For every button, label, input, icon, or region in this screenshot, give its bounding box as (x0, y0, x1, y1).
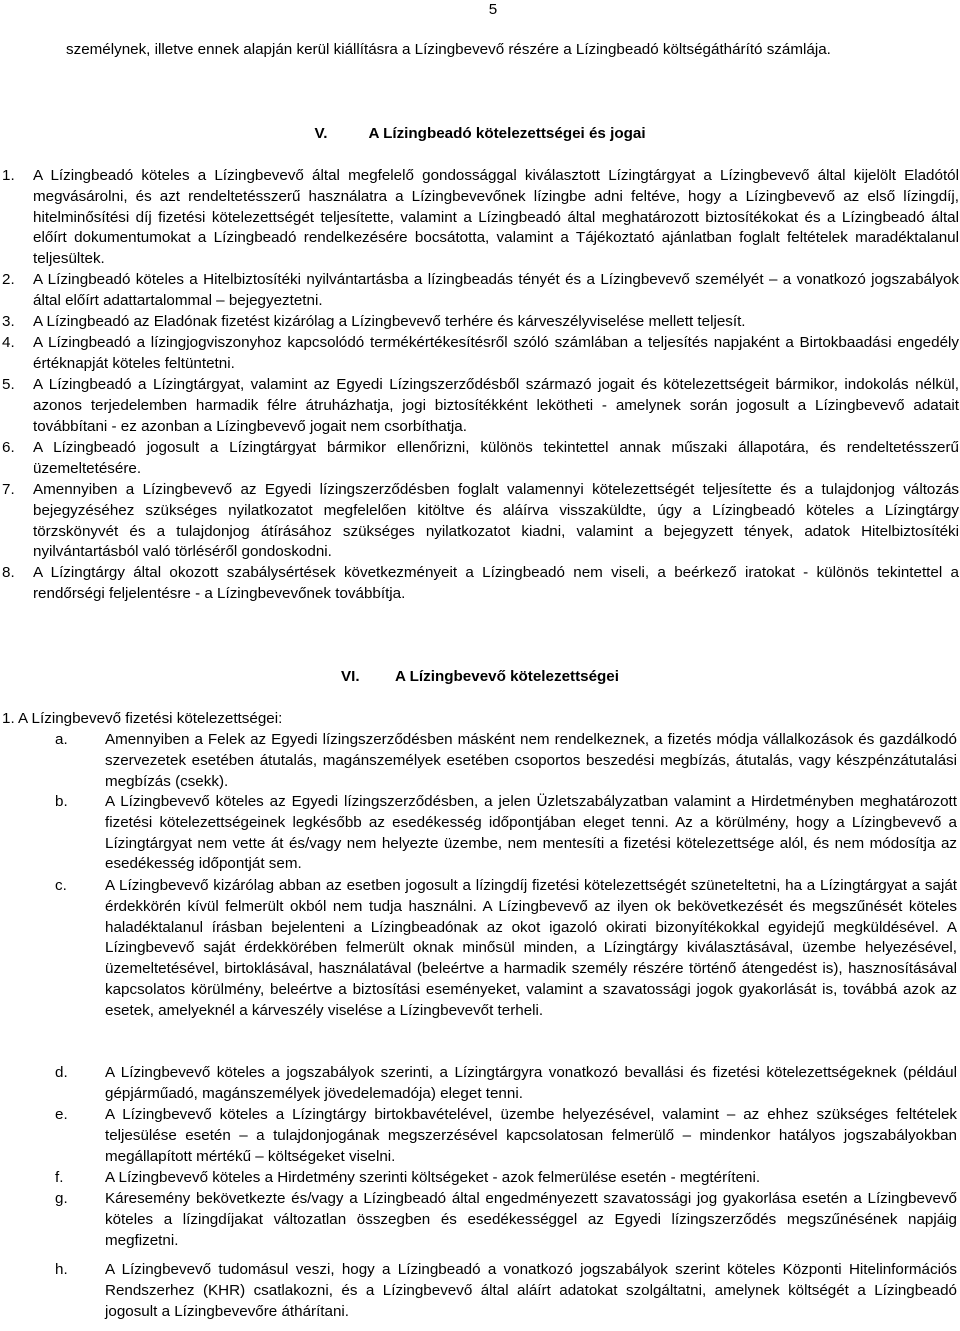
sub-item-letter: e. (55, 1106, 68, 1123)
item-number: 4. (2, 334, 15, 351)
item-number: 3. (2, 313, 15, 330)
section-title: A Lízingbevevő kötelezettségei (395, 668, 619, 685)
sub-item-letter: c. (55, 877, 67, 894)
section-number: V. (314, 125, 328, 142)
item-text: A Lízingbeadó az Eladónak fizetést kizárólag a Lízingbevevő terhére és kárveszélyviselése mellett teljesít. (33, 313, 746, 330)
sub-item-text: A Lízingbevevő tudomásul veszi, hogy a Lízingbeadó a vonatkozó jogszabályok szerint köteles Központi Hitelinformációs Rendszerhez (KHR) csatlakozni, és a Lízingbevevő által aláírt adatokat szolgáltatni, amelynek költségét a Lízingbeadó jogosult a Lízingbevevőre áthárítani. (105, 1261, 957, 1320)
item-number: 7. (2, 481, 15, 498)
section-heading-v (0, 124, 960, 145)
sub-item-text: A Lízingbevevő köteles a Lízingtárgy birtokbavételével, üzembe helyezésével, valamint – az ehhez szükséges feltételek teljesülése esetén – a tulajdonjogának megszerzésével kapcsolatosan felmerülő – mindenkor hatályos jogszabályokban megállapított mértékű – költségeket viselni. (105, 1106, 957, 1165)
item-number: 1. (2, 167, 15, 184)
sub-item-letter: f. (55, 1169, 64, 1186)
sub-item-text: A Lízingbevevő köteles a jogszabályok szerinti, a Lízingtárgyra vonatkozó bevallási és fizetési kötelezettségeknek (például gépjárműadó, magánszemélyek jövedelemadója) eleget tenni. (105, 1064, 957, 1102)
item-text: A Lízingbeadó a lízingjogviszonyhoz kapcsolódó termékértékesítésről szóló számlában a teljesítés napjaként a Birtokbaadási engedély értéknapját köteles feltüntetni. (33, 334, 959, 372)
sub-item-text: A Lízingbevevő kizárólag abban az esetben jogosult a lízingdíj fizetési kötelezettségét szüneteltetni, ha a Lízingtárgyat a saját érdekkörén kívül felmerült okból nem tudja használni. A Lízingbevevő az ilyen ok bekövetkezését és megszűnését köteles haladéktalanul írásban bejelenteni a Lízingbeadónak az okot igazoló okirati bizonyítékokkal egyidejű megküldésével. A Lízingbevevő saját érdekkörében felmerült oknak minősül minden, a Lízingtárgy kiválasztásával, üzembe helyezésével, üzemeltetésével, birtoklásával, használatával (beleértve a harmadik személy részére történő átengedést is), hasznosításával kapcsolatos körülmény, beleértve a biztosítási eseményeket, valamint a szavatossági jogok gyakorlását is, továbbá azok az esetek, amelyeknél a kárveszély viselése a Lízingbevevőt terheli. (105, 877, 957, 1019)
page-number: 5 (488, 1, 498, 18)
item-number: 2. (2, 271, 15, 288)
sub-item-letter: h. (55, 1261, 68, 1278)
sub-item-text: A Lízingbevevő köteles a Hirdetmény szerinti költségeket - azok felmerülése esetén - megtéríteni. (105, 1169, 761, 1186)
item-text: A Lízingbeadó a Lízingtárgyat, valamint az Egyedi Lízingszerződésből származó jogait és kötelezettségeit bármikor, indokolás nélkül, azonos terjedelemben harmadik félre átruházhatja, jogi biztosítékként lekötheti - amelynek során jogosult a Lízingbevevő adatait továbbítani - ez azonban a Lízingbevevő jogait nem csorbíthatja. (33, 376, 959, 435)
item-number: 8. (2, 564, 15, 581)
sub-item-letter: a. (55, 731, 68, 748)
item-text: Amennyiben a Lízingbevevő az Egyedi lízingszerződésben foglalt valamennyi kötelezettségét teljesítette és a tulajdonjog változás bejegyzéséhez szükséges nyilatkozatot megfelelően kitöltve és aláírva visszaküldte, úgy a Lízingbeadó köteles a Lízingtárgy törzskönyvét és a tulajdonjog átírásához szükséges nyilatkozatot kiadni, valamint a bejegyzett tények, adatok Hitelbiztosítéki nyilvántartásból való törléséről gondoskodni. (33, 481, 959, 561)
item-text: A Lízingbeadó jogosult a Lízingtárgyat bármikor ellenőrizni, különös tekintettel annak műszaki állapotára, és rendeltetésszerű üzemeltetésére. (33, 439, 959, 477)
sub-item-text: A Lízingbevevő köteles az Egyedi lízingszerződésben, a jelen Üzletszabályzatban valamint a Hirdetményben meghatározott fizetési kötelezettségeinek legkésőbb az esedékesség időpontjában eleget tenni. Az a körülmény, hogy a Lízingbevevő a Lízingtárgyat nem vette át és/vagy nem helyezte üzembe, nem mentesíti a fizetési kötelezettsége alól, és nem módosítja az esedékesség időpontját sem. (105, 793, 957, 873)
section-title: A Lízingbeadó kötelezettségei és jogai (368, 125, 646, 142)
item-text: A Lízingtárgy által okozott szabálysértések következményeit a Lízingbeadó nem viseli, a beérkező iratokat - különös tekintettel a rendőrségi feljelentésre - a Lízingbevevőnek továbbítja. (33, 564, 959, 602)
sub-item-text: Amennyiben a Felek az Egyedi lízingszerződésben másként nem rendelkeznek, a fizetés módja vállalkozások és gazdálkodó szervezetek esetében átutalás, magánszemélyek esetében csoportos beszedési megbízás, átutalás, vagy készpénzátutalási megbízás (csekk). (105, 731, 957, 790)
section-heading-vi (0, 667, 960, 688)
section-number: VI. (341, 668, 360, 685)
sub-item-text: Káresemény bekövetkezte és/vagy a Lízingbeadó által engedményezett szavatossági jog gyakorlása esetén a Lízingbevevő köteles a lízingdíjakat változatlan összegben és esedékességgel az Egyedi lízingszerződés megszűnésének napjáig megfizetni. (105, 1190, 957, 1249)
item-text: A Lízingbeadó köteles a Lízingbevevő által megfelelő gondossággal kiválasztott Lízingtárgyat a Lízingbevevő által kijelölt Eladótól megvásárolni, és azt rendeltetésszerű használatra a Lízingbevevőnek lízingbe adni feltéve, hogy a Lízingbevevő az első lízingdíj, hitelminősítési díj fizetési kötelezettségét teljesítette, valamint a Lízingbeadó által meghatározott biztosítékokat és a Lízingbeadó által előírt dokumentumokat a Lízingbeadó rendelkezésére bocsátotta, valamint a Tájékoztató ajánlatban foglalt feltételek maradéktalanul teljesültek. (33, 167, 959, 268)
item-number: 6. (2, 439, 15, 456)
sub-item-letter: b. (55, 793, 68, 810)
subsection-heading: 1. A Lízingbevevő fizetési kötelezettségei: (2, 710, 283, 727)
item-text: A Lízingbeadó köteles a Hitelbiztosítéki nyilvántartásba a lízingbeadás tényét és a Lízingbevevő személyét – a vonatkozó jogszabályok által előírt adattartalommal – bejegyeztetni. (33, 271, 959, 309)
item-number: 5. (2, 376, 15, 393)
sub-item-letter: g. (55, 1190, 68, 1207)
intro-paragraph: személynek, illetve ennek alapján kerül kiállításra a Lízingbevevő részére a Lízingbeadó költségáthárító számlája. (66, 41, 831, 58)
sub-item-letter: d. (55, 1064, 68, 1081)
